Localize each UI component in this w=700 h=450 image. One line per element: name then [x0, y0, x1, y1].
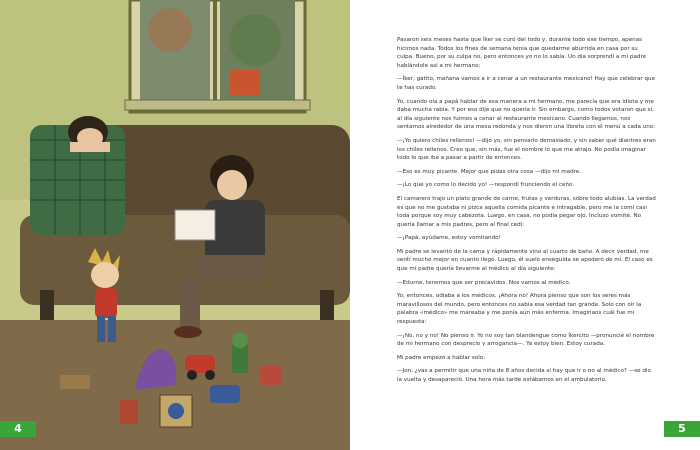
paragraph: —Edurne, tenemos que ser precavidos. Nos vamos al médico. — [397, 279, 571, 286]
text-page — [350, 0, 700, 450]
paragraph: Mi padre empezó a hablar solo: — [397, 354, 486, 361]
paragraph: El camarero trajo un plato grande de carne, frutas y verduras, sobre todo alubias. La verdad es que no me gustaba ni pizca aquella comida picante e intragable, pero me la comí casi toda porque soy muy cabezota. Luego, en casa, no podía pegar ojo. Incluso vomité. No quería llamar a mis padres, pero al final cedí: — [397, 195, 656, 228]
paragraph: —Eso es muy picante. Mejor que pidas otra cosa —dijo mi madre. — [397, 168, 582, 175]
right-page-number: 5 — [664, 421, 700, 437]
paragraph: Mi padre se levantó de la cama y rápidamente vino al cuarto de baño. A decir verdad, me sentí mucho mejor en cuanto llegó. Luego, él suelo enseguida se apoderó de mí. El caso es que mi padre quería llevarme al médico al día siguiente: — [397, 248, 653, 273]
paragraph: —¡Lo que yo como lo decido yo! —respondí frunciendo el ceño. — [397, 182, 575, 189]
window — [125, 0, 310, 112]
paragraph: Yo, entonces, odiaba a los médicos. ¡Ahora no! Ahora pienso que son los seres más maravillosos del mundo, pero entonces no sabía esa verdad tan grande. Solo con oír la palabra «médico» me mareaba y me ponía aún más enferma. Imaginaos cuál fue mi respuesta: — [397, 293, 642, 326]
paragraph: —Íker, gatito, mañana vamos a ir a cenar a un restaurante mexicano! Hay que celebrar que te has curado. — [397, 76, 656, 91]
paragraph: —¡No, no y no! No pienso ir. Yo no soy tan blandengue como Íkercito —pronuncié el nombre de mi hermano con desprecio y arrogancia—. Ya estoy bien. Estoy curada. — [397, 332, 655, 348]
paragraph: Pasaron seis meses hasta que Íker se curó del todo y, durante todo ese tiempo, apenas hicimos nada. Todos los fines de semana tenía que quedarme aburrida en casa por su culpa. Bueno, por su culpa no, pero entonces yo no lo sabía. Un día sorprendí a mi padre hablándole así a mi hermano: — [397, 37, 647, 69]
story-text — [397, 36, 656, 390]
left-page-number: 4 — [0, 421, 36, 437]
paragraph: —¡Papá, ayúdame, estoy vomitando! — [397, 235, 501, 242]
paragraph: —Jon, ¿vas a permitir que una niña de 8 años decida si hay que ir o no al médico? —se dio la vuelta y desapareció. Una hora más tarde estábamos en el ambulatorio. — [397, 368, 651, 383]
paragraph: —¡Yo quiero chiles rellenos! —dijo yo, sin pensarlo demasiado, y sin saber qué diantres eran los chiles rellenos. Creo que, sin más, fue el nombre lo que me atrajo. No podía imaginar todo lo que iba a pasar a partir de entonces. — [397, 137, 656, 162]
paragraph: Yo, cuando oía a papá hablar de esa manera a mi hermano, me parecía que era idiota y me daba mucha rabia. Y por eso dije que no quería ir. Sin embargo, como todos votaron que sí, al día siguiente nos fuimos a cenar al restaurante mexicano. Cuando llegamos, nos sentamos alrededor de una mesa redonda y nos dieron una libreta con el menú a cada uno: — [397, 98, 656, 131]
